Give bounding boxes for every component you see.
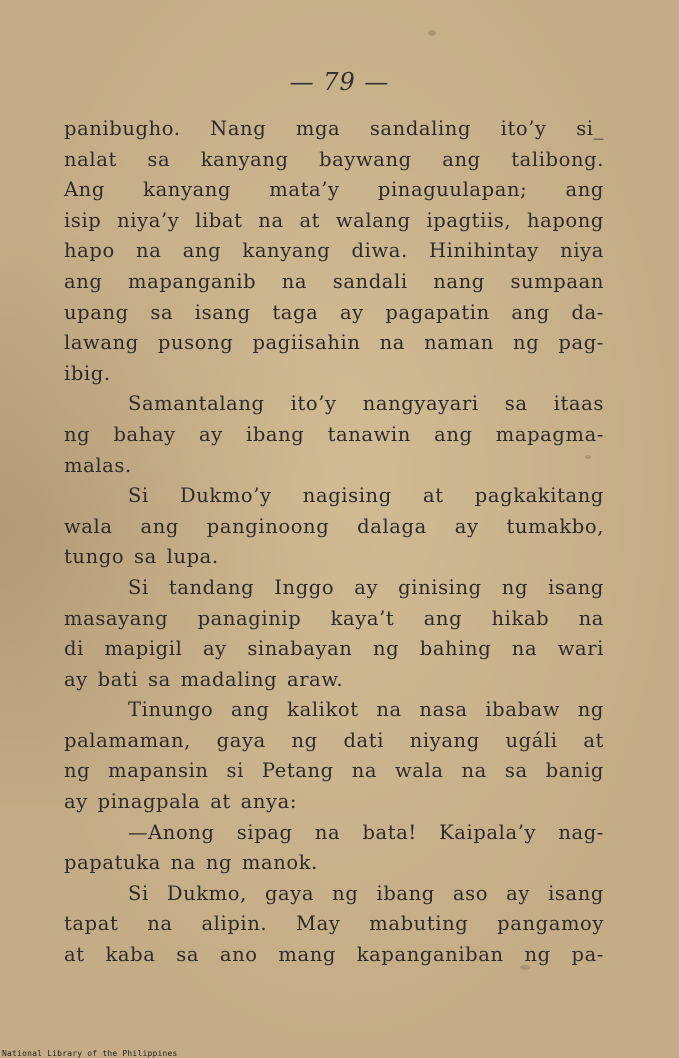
text-line: isip niya’y libat na at walang ipagtiis, hapong	[64, 208, 604, 232]
text-line: tapat na alipin. May mabuting pangamoy	[64, 912, 604, 936]
text-line: Si Dukmo, gaya ng ibang aso ay isang	[128, 881, 604, 905]
page-number: — 79 —	[289, 68, 390, 96]
text-line: panibugho. Nang mga sandaling ito’y si_	[64, 117, 604, 140]
text-line: Si Dukmo’y nagising at pagkakitang	[128, 484, 604, 508]
text-line: ang mapanganib na sandali nang sumpaan	[64, 269, 604, 293]
text-line: di mapigil ay sinabayan ng bahing na wari	[64, 637, 604, 661]
text-line: upang sa isang taga ay pagapatin ang da-	[64, 300, 604, 324]
text-line: papatuka na ng manok.	[64, 851, 318, 875]
text-line: ay bati sa madaling araw.	[64, 667, 344, 691]
text-line: —Anong sipag na bata! Kaipala’y nag-	[128, 820, 604, 844]
text-line: ng mapansin si Petang na wala na sa banig	[64, 759, 604, 783]
text-line: Ang kanyang mata’y pinaguulapan; ang	[64, 178, 604, 202]
page-text	[64, 114, 604, 971]
text-line: lawang pusong pagiisahin na naman ng pag-	[64, 331, 604, 355]
footer-credit: National Library of the Philippines	[2, 1049, 178, 1058]
text-line: Si tandang Inggo ay ginising ng isang	[128, 575, 604, 599]
text-line: Tinungo ang kalikot na nasa ibabaw ng	[128, 698, 604, 722]
text-line: malas.	[64, 453, 132, 477]
paper-stain	[428, 30, 436, 36]
text-line: ay pinagpala at anya:	[64, 790, 298, 814]
text-line: ibig.	[64, 361, 111, 385]
text-line: hapo na ang kanyang diwa. Hinihintay niya	[64, 239, 604, 263]
text-line: wala ang panginoong dalaga ay tumakbo,	[64, 514, 604, 538]
text-line: tungo sa lupa.	[64, 545, 219, 569]
text-line: ng bahay ay ibang tanawin ang mapagma-	[64, 422, 604, 446]
text-line: Samantalang ito’y nangyayari sa itaas	[128, 392, 604, 416]
text-line: palamaman, gaya ng dati niyang ugáli at	[64, 728, 604, 752]
text-line: masayang panaginip kaya’t ang hikab na	[64, 606, 604, 630]
text-line: nalat sa kanyang baywang ang talibong.	[64, 147, 604, 171]
text-line: at kaba sa ano mang kapanganiban ng pa-	[64, 943, 604, 967]
